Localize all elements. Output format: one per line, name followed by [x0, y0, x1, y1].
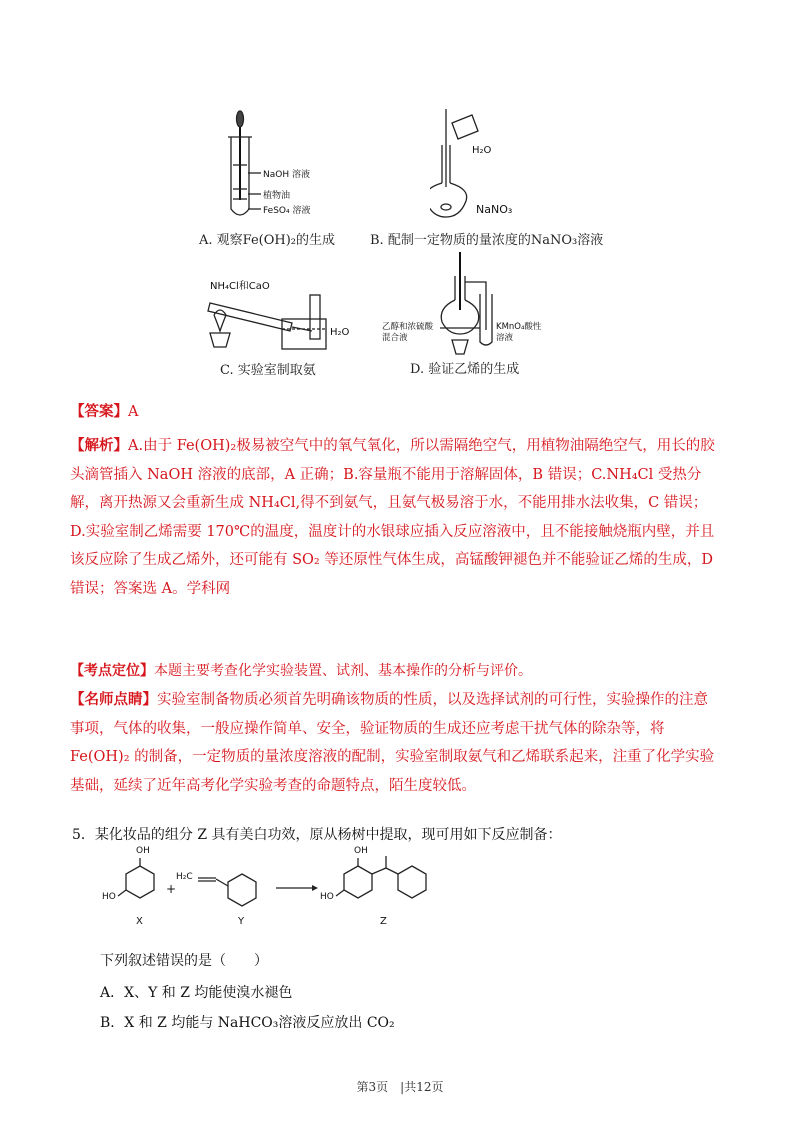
kaodian-tag: 【考点定位】	[70, 663, 154, 679]
label-h2o-b: H₂O	[472, 145, 492, 156]
label-oil: 植物油	[263, 191, 291, 201]
z-oh: OH	[354, 846, 368, 856]
label-nh4cl-cao: NH₄Cl和CaO	[210, 281, 270, 292]
z-ho: HO	[320, 892, 334, 902]
caption-c: C. 实验室制取氨	[220, 363, 316, 378]
mingshi-tag: 【名师点睛】	[70, 691, 157, 708]
y-h2c: H₂C	[176, 872, 193, 882]
caption-a: A. 观察Fe(OH)₂的生成	[199, 233, 336, 248]
label-feso4: FeSO₄ 溶液	[263, 206, 311, 216]
option-a: A．X、Y 和 Z 均能使溴水褪色	[100, 985, 293, 1001]
question5-stem: 5．某化妆品的组分 Z 具有美白功效，原从杨树中提取，现可用如下反应制备：	[72, 827, 562, 843]
x-ho: HO	[102, 892, 116, 902]
caption-b: B. 配制一定物质的量浓度的NaNO₃溶液	[370, 233, 604, 248]
figure-b	[370, 105, 630, 250]
figure-a	[195, 105, 375, 250]
reaction-plus: +	[166, 882, 177, 896]
caption-d: D. 验证乙烯的生成	[410, 362, 520, 377]
answer-value: A	[128, 404, 139, 420]
x-oh: OH	[136, 846, 150, 856]
question5-prompt: 下列叙述错误的是（ ）	[100, 953, 268, 969]
label-kmno4: KMnO₄酸性溶液	[496, 322, 542, 343]
label-x: X	[136, 916, 143, 927]
answer-line	[70, 398, 138, 427]
label-y: Y	[238, 916, 245, 927]
label-nano3: NaNO₃	[476, 203, 513, 216]
label-naoh: NaOH 溶液	[263, 170, 310, 180]
figure-d	[380, 250, 570, 380]
analysis-tag: 【解析】	[70, 437, 128, 454]
label-h2o-c: H₂O	[330, 327, 350, 338]
label-z: Z	[380, 916, 387, 927]
kaodian-line	[70, 660, 532, 680]
mingshi-block	[70, 686, 718, 800]
answer-tag: 【答案】	[70, 403, 128, 420]
figure-c	[200, 275, 380, 380]
analysis-block	[70, 432, 718, 603]
reaction-scheme	[100, 846, 560, 932]
mingshi-text: 实验室制备物质必须首先明确该物质的性质，以及选择试剂的可行性，实验操作的注意事项，气体的收集，一般应操作简单、安全，验证物质的生成还应考虑干扰气体的除杂等，将 Fe(OH)₂ 的制备，一定物质的量浓度溶液的配制，实验室制取氨气和乙烯联系起来，注重了化学实验基础，延续了近年高考化学实验考查的命题特点，陌生度较低。	[70, 692, 715, 794]
kaodian-text: 本题主要考查化学实验装置、试剂、基本操作的分析与评价。	[154, 663, 532, 679]
page-footer: 第3页 |共12页	[356, 1080, 444, 1094]
label-ethanol-mix: 乙醇和浓硫酸混合液	[382, 322, 434, 343]
analysis-text: A.由于 Fe(OH)₂极易被空气中的氧气氧化，所以需隔绝空气，用植物油隔绝空气，用长的胶头滴管插入 NaOH 溶液的底部，A 正确；B.容量瓶不能用于溶解固体，B 错误；C.NH₄Cl 受热分解，离开热源又会重新生成 NH₄Cl,得不到氨气，且氨气极易溶于水，不能用排水法收集，C 错误；D.实验室制乙烯需要 170℃的温度，温度计的水银球应插入反应溶液中，且不能接触烧瓶内壁，并且该反应除了生成乙烯外，还可能有 SO₂ 等还原性气体生成，高锰酸钾褪色并不能验证乙烯的生成，D 错误；答案选 A。学科网	[70, 438, 715, 597]
option-b: B．X 和 Z 均能与 NaHCO₃溶液反应放出 CO₂	[100, 1015, 395, 1031]
